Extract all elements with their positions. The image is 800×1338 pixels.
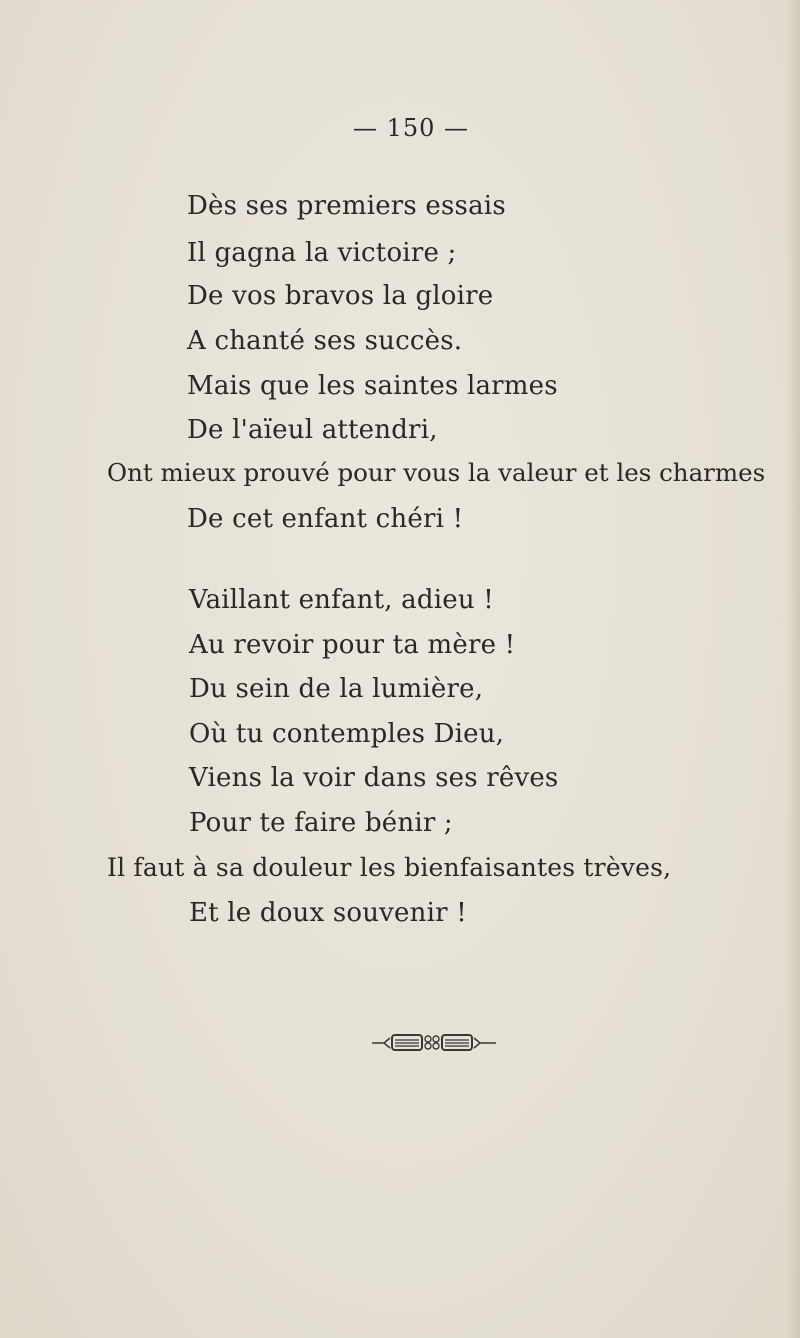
verse-line: De cet enfant chéri ! — [187, 504, 464, 534]
verse-line: Pour te faire bénir ; — [189, 808, 453, 838]
page-number: — 150 — — [352, 114, 470, 142]
verse-line: Il faut à sa douleur les bienfaisantes trèves, — [107, 853, 672, 882]
verse-line: De vos bravos la gloire — [187, 281, 494, 311]
page-edge-shadow — [786, 0, 800, 1338]
verse-line: Du sein de la lumière, — [189, 674, 484, 704]
verse-line: Où tu contemples Dieu, — [189, 719, 505, 749]
tail-piece-ornament-icon — [370, 1030, 500, 1054]
verse-line: De l'aïeul attendri, — [187, 415, 438, 445]
verse-line: Viens la voir dans ses rêves — [189, 763, 559, 793]
verse-line: Ont mieux prouvé pour vous la valeur et les charmes — [107, 458, 766, 487]
verse-line: A chanté ses succès. — [187, 326, 463, 356]
verse-line: Mais que les saintes larmes — [187, 371, 558, 401]
verse-line: Il gagna la victoire ; — [187, 238, 457, 268]
verse-line: Et le doux souvenir ! — [189, 898, 467, 928]
verse-line: Vaillant enfant, adieu ! — [189, 585, 494, 615]
verse-line: Au revoir pour ta mère ! — [189, 630, 516, 660]
verse-line: Dès ses premiers essais — [187, 191, 506, 221]
